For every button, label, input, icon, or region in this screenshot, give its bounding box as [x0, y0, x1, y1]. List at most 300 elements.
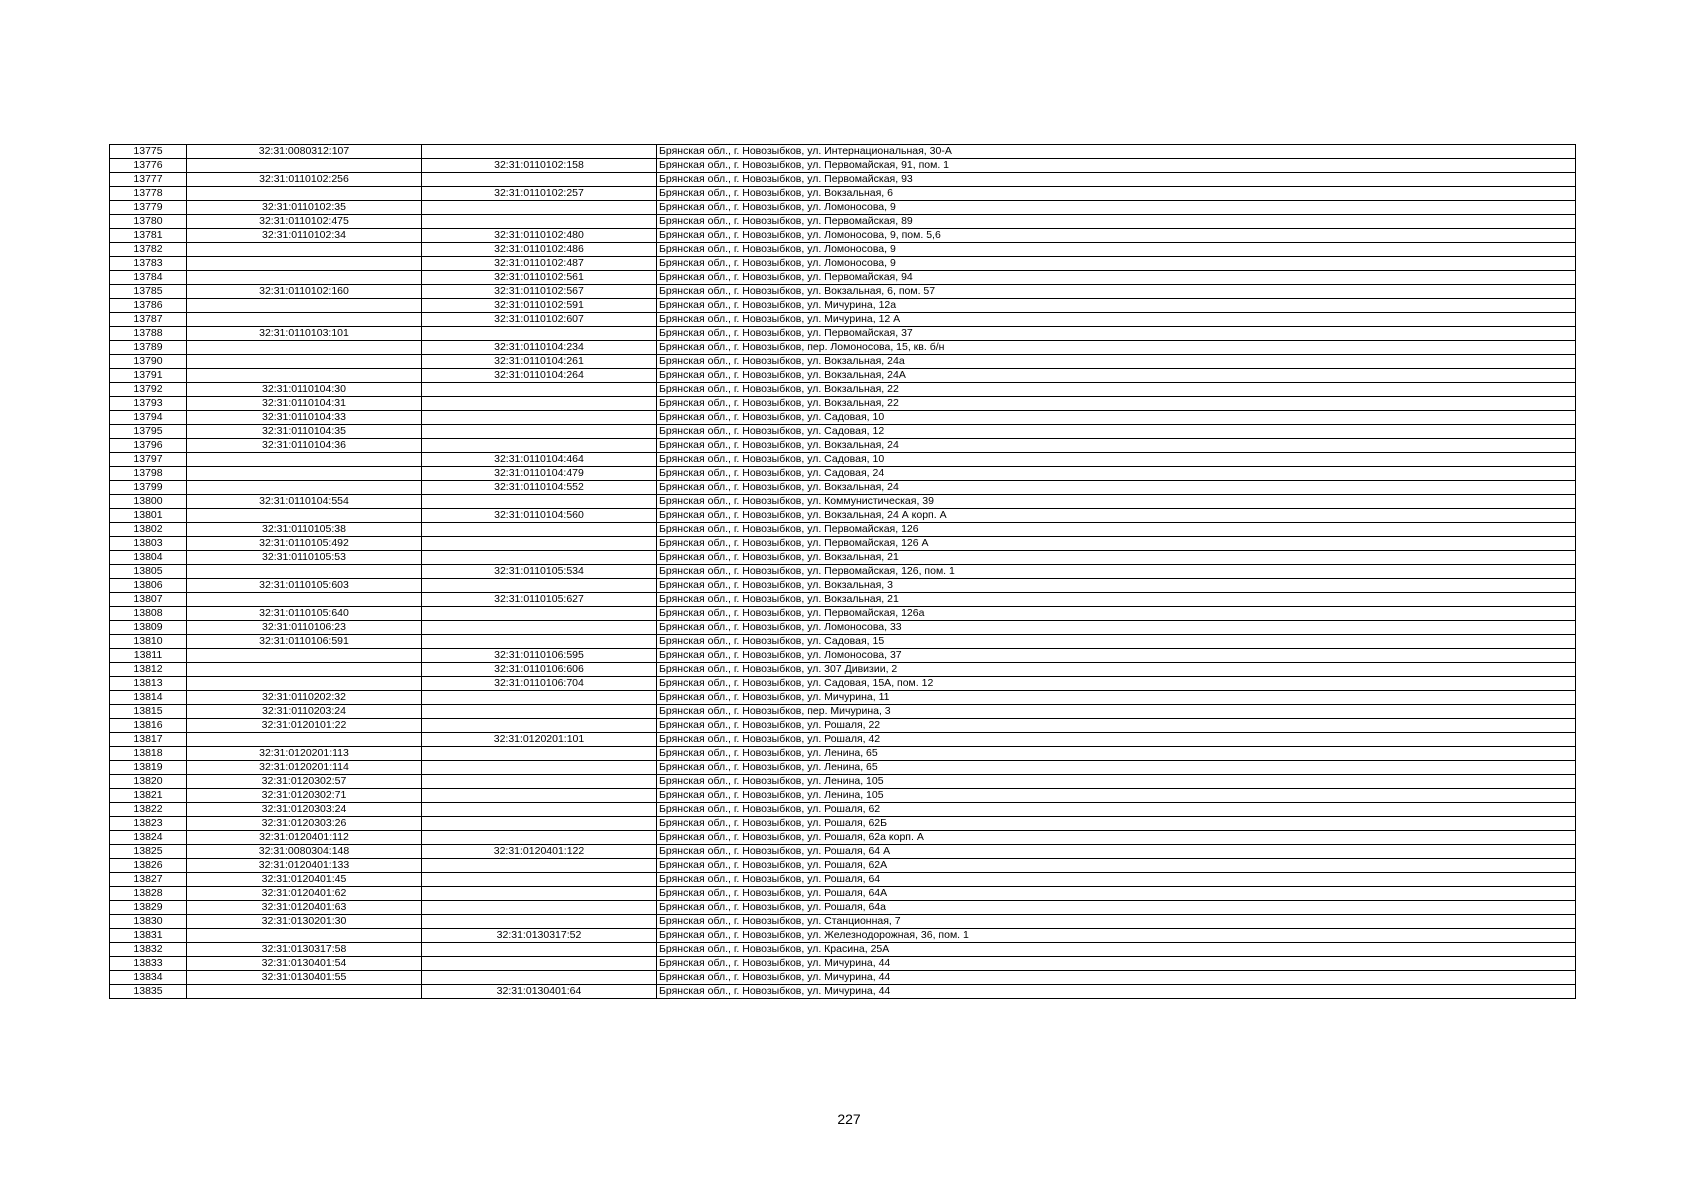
- table-row: [110, 243, 1576, 257]
- row-number-cell: 13795: [110, 425, 187, 439]
- address-cell: Брянская обл., г. Новозыбков, ул. Первомайская, 91, пом. 1: [657, 159, 1576, 173]
- table-row: [110, 971, 1576, 985]
- row-number-cell: 13828: [110, 887, 187, 901]
- address-cell: Брянская обл., г. Новозыбков, ул. Первомайская, 126: [657, 523, 1576, 537]
- row-number-cell: 13776: [110, 159, 187, 173]
- row-number-cell: 13775: [110, 145, 187, 159]
- cadastral-number-old-cell: 32:31:0110106:23: [187, 621, 422, 635]
- address-cell: Брянская обл., г. Новозыбков, ул. Мичурина, 11: [657, 691, 1576, 705]
- row-number-cell: 13783: [110, 257, 187, 271]
- address-cell: Брянская обл., г. Новозыбков, ул. Первомайская, 126а: [657, 607, 1576, 621]
- cadastral-number-new-cell: 32:31:0110106:595: [422, 649, 657, 663]
- row-number-cell: 13782: [110, 243, 187, 257]
- table-row: [110, 327, 1576, 341]
- cadastral-number-old-cell: 32:31:0110203:24: [187, 705, 422, 719]
- cadastral-number-old-cell: 32:31:0110102:160: [187, 285, 422, 299]
- table-row: [110, 271, 1576, 285]
- address-cell: Брянская обл., г. Новозыбков, ул. Железнодорожная, 36, пом. 1: [657, 929, 1576, 943]
- address-cell: Брянская обл., г. Новозыбков, ул. Вокзальная, 6: [657, 187, 1576, 201]
- address-cell: Брянская обл., г. Новозыбков, ул. Рошаля, 62: [657, 803, 1576, 817]
- cadastral-number-new-cell: [422, 551, 657, 565]
- cadastral-number-new-cell: 32:31:0110102:158: [422, 159, 657, 173]
- cadastral-number-old-cell: 32:31:0120302:71: [187, 789, 422, 803]
- row-number-cell: 13811: [110, 649, 187, 663]
- address-cell: Брянская обл., г. Новозыбков, ул. Вокзальная, 3: [657, 579, 1576, 593]
- table-row: [110, 509, 1576, 523]
- table-row: [110, 579, 1576, 593]
- row-number-cell: 13792: [110, 383, 187, 397]
- table-row: [110, 285, 1576, 299]
- cadastral-number-old-cell: [187, 369, 422, 383]
- row-number-cell: 13822: [110, 803, 187, 817]
- address-cell: Брянская обл., г. Новозыбков, ул. Ленина, 65: [657, 747, 1576, 761]
- cadastral-number-new-cell: [422, 719, 657, 733]
- cadastral-number-old-cell: [187, 733, 422, 747]
- cadastral-number-new-cell: [422, 915, 657, 929]
- row-number-cell: 13805: [110, 565, 187, 579]
- cadastral-number-old-cell: 32:31:0110105:38: [187, 523, 422, 537]
- cadastral-number-new-cell: [422, 775, 657, 789]
- address-cell: Брянская обл., г. Новозыбков, ул. Ленина, 105: [657, 789, 1576, 803]
- row-number-cell: 13813: [110, 677, 187, 691]
- row-number-cell: 13825: [110, 845, 187, 859]
- cadastral-number-new-cell: [422, 761, 657, 775]
- cadastral-number-new-cell: [422, 831, 657, 845]
- cadastral-number-new-cell: [422, 523, 657, 537]
- table-row: [110, 915, 1576, 929]
- table-row: [110, 845, 1576, 859]
- cadastral-number-old-cell: [187, 677, 422, 691]
- table-row: [110, 873, 1576, 887]
- cadastral-number-new-cell: [422, 705, 657, 719]
- cadastral-number-old-cell: 32:31:0120201:113: [187, 747, 422, 761]
- row-number-cell: 13833: [110, 957, 187, 971]
- address-cell: Брянская обл., г. Новозыбков, ул. Первомайская, 94: [657, 271, 1576, 285]
- cadastral-number-old-cell: [187, 271, 422, 285]
- table-row: [110, 887, 1576, 901]
- table-row: [110, 957, 1576, 971]
- address-cell: Брянская обл., г. Новозыбков, ул. Вокзальная, 21: [657, 593, 1576, 607]
- cadastral-number-old-cell: 32:31:0110105:603: [187, 579, 422, 593]
- cadastral-number-old-cell: 32:31:0110102:475: [187, 215, 422, 229]
- cadastral-number-new-cell: 32:31:0110106:606: [422, 663, 657, 677]
- address-cell: Брянская обл., г. Новозыбков, ул. Рошаля, 64: [657, 873, 1576, 887]
- cadastral-number-new-cell: [422, 439, 657, 453]
- cadastral-number-old-cell: 32:31:0120401:62: [187, 887, 422, 901]
- cadastral-number-new-cell: 32:31:0110106:704: [422, 677, 657, 691]
- address-cell: Брянская обл., г. Новозыбков, ул. Ломоносова, 37: [657, 649, 1576, 663]
- cadastral-number-new-cell: [422, 397, 657, 411]
- registry-table: [109, 144, 1576, 999]
- cadastral-number-new-cell: [422, 957, 657, 971]
- address-cell: Брянская обл., г. Новозыбков, ул. Вокзальная, 6, пом. 57: [657, 285, 1576, 299]
- cadastral-number-new-cell: [422, 383, 657, 397]
- address-cell: Брянская обл., г. Новозыбков, ул. Мичурина, 44: [657, 971, 1576, 985]
- address-cell: Брянская обл., г. Новозыбков, ул. Ленина, 105: [657, 775, 1576, 789]
- row-number-cell: 13816: [110, 719, 187, 733]
- cadastral-number-new-cell: 32:31:0110104:479: [422, 467, 657, 481]
- row-number-cell: 13834: [110, 971, 187, 985]
- row-number-cell: 13785: [110, 285, 187, 299]
- row-number-cell: 13778: [110, 187, 187, 201]
- row-number-cell: 13800: [110, 495, 187, 509]
- address-cell: Брянская обл., г. Новозыбков, ул. Вокзальная, 24а: [657, 355, 1576, 369]
- cadastral-number-new-cell: [422, 145, 657, 159]
- cadastral-number-old-cell: 32:31:0110105:53: [187, 551, 422, 565]
- address-cell: Брянская обл., г. Новозыбков, пер. Ломоносова, 15, кв. б/н: [657, 341, 1576, 355]
- cadastral-number-new-cell: 32:31:0110105:627: [422, 593, 657, 607]
- cadastral-number-new-cell: [422, 579, 657, 593]
- table-row: [110, 859, 1576, 873]
- table-row: [110, 467, 1576, 481]
- cadastral-number-new-cell: 32:31:0110104:261: [422, 355, 657, 369]
- table-row: [110, 299, 1576, 313]
- cadastral-number-new-cell: [422, 873, 657, 887]
- address-cell: Брянская обл., г. Новозыбков, ул. Первомайская, 126 А: [657, 537, 1576, 551]
- address-cell: Брянская обл., г. Новозыбков, ул. Ломоносова, 9, пом. 5,6: [657, 229, 1576, 243]
- table-row: [110, 929, 1576, 943]
- cadastral-number-old-cell: 32:31:0130401:54: [187, 957, 422, 971]
- table-row: [110, 901, 1576, 915]
- cadastral-number-old-cell: 32:31:0120201:114: [187, 761, 422, 775]
- cadastral-number-old-cell: 32:31:0130401:55: [187, 971, 422, 985]
- cadastral-number-old-cell: 32:31:0120401:133: [187, 859, 422, 873]
- row-number-cell: 13829: [110, 901, 187, 915]
- row-number-cell: 13777: [110, 173, 187, 187]
- address-cell: Брянская обл., г. Новозыбков, ул. Рошаля, 22: [657, 719, 1576, 733]
- row-number-cell: 13804: [110, 551, 187, 565]
- cadastral-number-new-cell: [422, 201, 657, 215]
- table-row: [110, 663, 1576, 677]
- cadastral-number-new-cell: [422, 215, 657, 229]
- cadastral-number-old-cell: 32:31:0110202:32: [187, 691, 422, 705]
- table-row: [110, 523, 1576, 537]
- table-row: [110, 341, 1576, 355]
- table-row: [110, 187, 1576, 201]
- cadastral-number-new-cell: [422, 425, 657, 439]
- row-number-cell: 13821: [110, 789, 187, 803]
- cadastral-number-new-cell: 32:31:0110102:480: [422, 229, 657, 243]
- row-number-cell: 13788: [110, 327, 187, 341]
- cadastral-number-old-cell: 32:31:0120302:57: [187, 775, 422, 789]
- address-cell: Брянская обл., г. Новозыбков, ул. Мичурина, 12а: [657, 299, 1576, 313]
- address-cell: Брянская обл., г. Новозыбков, ул. Рошаля, 64А: [657, 887, 1576, 901]
- address-cell: Брянская обл., г. Новозыбков, ул. Вокзальная, 22: [657, 397, 1576, 411]
- address-cell: Брянская обл., г. Новозыбков, ул. Вокзальная, 24 А корп. А: [657, 509, 1576, 523]
- cadastral-number-new-cell: [422, 943, 657, 957]
- table-row: [110, 201, 1576, 215]
- table-row: [110, 313, 1576, 327]
- address-cell: Брянская обл., г. Новозыбков, ул. Интернациональная, 30-А: [657, 145, 1576, 159]
- row-number-cell: 13787: [110, 313, 187, 327]
- cadastral-number-old-cell: [187, 929, 422, 943]
- row-number-cell: 13796: [110, 439, 187, 453]
- address-cell: Брянская обл., г. Новозыбков, ул. Вокзальная, 24: [657, 481, 1576, 495]
- cadastral-number-old-cell: 32:31:0120401:112: [187, 831, 422, 845]
- address-cell: Брянская обл., г. Новозыбков, ул. Садовая, 24: [657, 467, 1576, 481]
- cadastral-number-old-cell: 32:31:0120401:45: [187, 873, 422, 887]
- cadastral-number-old-cell: 32:31:0120401:63: [187, 901, 422, 915]
- cadastral-number-old-cell: [187, 313, 422, 327]
- address-cell: Брянская обл., г. Новозыбков, ул. Первомайская, 89: [657, 215, 1576, 229]
- address-cell: Брянская обл., г. Новозыбков, пер. Мичурина, 3: [657, 705, 1576, 719]
- cadastral-number-old-cell: [187, 187, 422, 201]
- cadastral-number-old-cell: [187, 243, 422, 257]
- cadastral-number-new-cell: 32:31:0120401:122: [422, 845, 657, 859]
- row-number-cell: 13835: [110, 985, 187, 999]
- row-number-cell: 13780: [110, 215, 187, 229]
- cadastral-number-old-cell: [187, 985, 422, 999]
- cadastral-number-new-cell: [422, 621, 657, 635]
- row-number-cell: 13809: [110, 621, 187, 635]
- row-number-cell: 13832: [110, 943, 187, 957]
- address-cell: Брянская обл., г. Новозыбков, ул. Мичурина, 44: [657, 985, 1576, 999]
- cadastral-number-new-cell: 32:31:0110102:567: [422, 285, 657, 299]
- cadastral-number-new-cell: 32:31:0110104:552: [422, 481, 657, 495]
- row-number-cell: 13823: [110, 817, 187, 831]
- cadastral-number-old-cell: 32:31:0110106:591: [187, 635, 422, 649]
- address-cell: Брянская обл., г. Новозыбков, ул. Садовая, 12: [657, 425, 1576, 439]
- cadastral-number-new-cell: 32:31:0130317:52: [422, 929, 657, 943]
- table-row: [110, 607, 1576, 621]
- cadastral-number-new-cell: [422, 327, 657, 341]
- cadastral-number-old-cell: 32:31:0110102:256: [187, 173, 422, 187]
- cadastral-number-old-cell: 32:31:0120101:22: [187, 719, 422, 733]
- cadastral-number-new-cell: 32:31:0120201:101: [422, 733, 657, 747]
- address-cell: Брянская обл., г. Новозыбков, ул. Садовая, 10: [657, 453, 1576, 467]
- address-cell: Брянская обл., г. Новозыбков, ул. Первомайская, 126, пом. 1: [657, 565, 1576, 579]
- row-number-cell: 13818: [110, 747, 187, 761]
- row-number-cell: 13812: [110, 663, 187, 677]
- address-cell: Брянская обл., г. Новозыбков, ул. Садовая, 15: [657, 635, 1576, 649]
- table-row: [110, 803, 1576, 817]
- cadastral-number-new-cell: [422, 803, 657, 817]
- cadastral-number-new-cell: [422, 411, 657, 425]
- table-row: [110, 453, 1576, 467]
- cadastral-number-new-cell: [422, 971, 657, 985]
- row-number-cell: 13814: [110, 691, 187, 705]
- cadastral-number-new-cell: 32:31:0110104:234: [422, 341, 657, 355]
- table-row: [110, 621, 1576, 635]
- cadastral-number-new-cell: [422, 817, 657, 831]
- cadastral-number-new-cell: [422, 173, 657, 187]
- row-number-cell: 13831: [110, 929, 187, 943]
- table-row: [110, 425, 1576, 439]
- cadastral-number-old-cell: 32:31:0080312:107: [187, 145, 422, 159]
- row-number-cell: 13791: [110, 369, 187, 383]
- cadastral-number-new-cell: [422, 859, 657, 873]
- cadastral-number-old-cell: 32:31:0080304:148: [187, 845, 422, 859]
- address-cell: Брянская обл., г. Новозыбков, ул. Ломоносова, 9: [657, 257, 1576, 271]
- table-row: [110, 355, 1576, 369]
- address-cell: Брянская обл., г. Новозыбков, ул. Вокзальная, 24: [657, 439, 1576, 453]
- cadastral-number-old-cell: [187, 649, 422, 663]
- row-number-cell: 13793: [110, 397, 187, 411]
- address-cell: Брянская обл., г. Новозыбков, ул. Ломоносова, 33: [657, 621, 1576, 635]
- row-number-cell: 13810: [110, 635, 187, 649]
- address-cell: Брянская обл., г. Новозыбков, ул. Рошаля, 62А: [657, 859, 1576, 873]
- address-cell: Брянская обл., г. Новозыбков, ул. Красина, 25А: [657, 943, 1576, 957]
- address-cell: Брянская обл., г. Новозыбков, ул. Рошаля, 62а корп. А: [657, 831, 1576, 845]
- address-cell: Брянская обл., г. Новозыбков, ул. Первомайская, 93: [657, 173, 1576, 187]
- cadastral-number-old-cell: 32:31:0110105:492: [187, 537, 422, 551]
- cadastral-number-new-cell: 32:31:0110102:486: [422, 243, 657, 257]
- cadastral-number-new-cell: [422, 887, 657, 901]
- cadastral-number-new-cell: 32:31:0110104:464: [422, 453, 657, 467]
- cadastral-number-new-cell: [422, 789, 657, 803]
- table-row: [110, 635, 1576, 649]
- table-row: [110, 761, 1576, 775]
- cadastral-number-old-cell: 32:31:0110104:31: [187, 397, 422, 411]
- table-row: [110, 705, 1576, 719]
- table-row: [110, 397, 1576, 411]
- row-number-cell: 13789: [110, 341, 187, 355]
- row-number-cell: 13784: [110, 271, 187, 285]
- cadastral-number-new-cell: 32:31:0110102:561: [422, 271, 657, 285]
- cadastral-number-old-cell: [187, 509, 422, 523]
- cadastral-number-old-cell: [187, 299, 422, 313]
- table-row: [110, 677, 1576, 691]
- address-cell: Брянская обл., г. Новозыбков, ул. Коммунистическая, 39: [657, 495, 1576, 509]
- row-number-cell: 13826: [110, 859, 187, 873]
- cadastral-number-new-cell: [422, 537, 657, 551]
- cadastral-number-new-cell: 32:31:0110104:264: [422, 369, 657, 383]
- table-row: [110, 159, 1576, 173]
- cadastral-number-old-cell: [187, 257, 422, 271]
- cadastral-number-old-cell: 32:31:0110104:36: [187, 439, 422, 453]
- row-number-cell: 13817: [110, 733, 187, 747]
- cadastral-number-old-cell: 32:31:0120303:24: [187, 803, 422, 817]
- cadastral-number-old-cell: 32:31:0110104:35: [187, 425, 422, 439]
- address-cell: Брянская обл., г. Новозыбков, ул. Садовая, 15А, пом. 12: [657, 677, 1576, 691]
- cadastral-number-new-cell: [422, 691, 657, 705]
- cadastral-number-new-cell: 32:31:0110102:257: [422, 187, 657, 201]
- address-cell: Брянская обл., г. Новозыбков, ул. 307 Дивизии, 2: [657, 663, 1576, 677]
- row-number-cell: 13801: [110, 509, 187, 523]
- table-row: [110, 817, 1576, 831]
- row-number-cell: 13786: [110, 299, 187, 313]
- table-row: [110, 775, 1576, 789]
- row-number-cell: 13820: [110, 775, 187, 789]
- cadastral-number-new-cell: [422, 747, 657, 761]
- address-cell: Брянская обл., г. Новозыбков, ул. Ломоносова, 9: [657, 243, 1576, 257]
- cadastral-number-old-cell: [187, 341, 422, 355]
- cadastral-number-old-cell: [187, 593, 422, 607]
- cadastral-number-new-cell: [422, 495, 657, 509]
- address-cell: Брянская обл., г. Новозыбков, ул. Ломоносова, 9: [657, 201, 1576, 215]
- address-cell: Брянская обл., г. Новозыбков, ул. Первомайская, 37: [657, 327, 1576, 341]
- cadastral-number-old-cell: [187, 467, 422, 481]
- address-cell: Брянская обл., г. Новозыбков, ул. Ленина, 65: [657, 761, 1576, 775]
- cadastral-number-old-cell: [187, 159, 422, 173]
- table-row: [110, 481, 1576, 495]
- table-row: [110, 369, 1576, 383]
- cadastral-number-new-cell: 32:31:0110105:534: [422, 565, 657, 579]
- cadastral-number-old-cell: 32:31:0130317:58: [187, 943, 422, 957]
- row-number-cell: 13807: [110, 593, 187, 607]
- address-cell: Брянская обл., г. Новозыбков, ул. Рошаля, 42: [657, 733, 1576, 747]
- table-row: [110, 537, 1576, 551]
- table-row: [110, 229, 1576, 243]
- address-cell: Брянская обл., г. Новозыбков, ул. Вокзальная, 22: [657, 383, 1576, 397]
- row-number-cell: 13803: [110, 537, 187, 551]
- row-number-cell: 13819: [110, 761, 187, 775]
- cadastral-number-old-cell: 32:31:0110102:35: [187, 201, 422, 215]
- row-number-cell: 13794: [110, 411, 187, 425]
- cadastral-number-old-cell: 32:31:0120303:26: [187, 817, 422, 831]
- row-number-cell: 13779: [110, 201, 187, 215]
- table-row: [110, 943, 1576, 957]
- cadastral-number-old-cell: 32:31:0110103:101: [187, 327, 422, 341]
- row-number-cell: 13790: [110, 355, 187, 369]
- registry-table-body: [110, 145, 1576, 999]
- cadastral-number-old-cell: 32:31:0110104:33: [187, 411, 422, 425]
- row-number-cell: 13781: [110, 229, 187, 243]
- row-number-cell: 13824: [110, 831, 187, 845]
- table-row: [110, 145, 1576, 159]
- table-row: [110, 383, 1576, 397]
- row-number-cell: 13798: [110, 467, 187, 481]
- table-row: [110, 495, 1576, 509]
- page-number: 227: [837, 1111, 861, 1127]
- table-row: [110, 257, 1576, 271]
- cadastral-number-new-cell: 32:31:0110102:487: [422, 257, 657, 271]
- table-row: [110, 789, 1576, 803]
- cadastral-number-old-cell: [187, 663, 422, 677]
- table-row: [110, 831, 1576, 845]
- cadastral-number-old-cell: 32:31:0110105:640: [187, 607, 422, 621]
- row-number-cell: 13802: [110, 523, 187, 537]
- cadastral-number-old-cell: [187, 453, 422, 467]
- table-row: [110, 593, 1576, 607]
- row-number-cell: 13797: [110, 453, 187, 467]
- address-cell: Брянская обл., г. Новозыбков, ул. Рошаля, 64а: [657, 901, 1576, 915]
- address-cell: Брянская обл., г. Новозыбков, ул. Мичурина, 12 А: [657, 313, 1576, 327]
- cadastral-number-old-cell: 32:31:0110104:554: [187, 495, 422, 509]
- table-row: [110, 649, 1576, 663]
- address-cell: Брянская обл., г. Новозыбков, ул. Станционная, 7: [657, 915, 1576, 929]
- address-cell: Брянская обл., г. Новозыбков, ул. Садовая, 10: [657, 411, 1576, 425]
- table-row: [110, 565, 1576, 579]
- table-row: [110, 719, 1576, 733]
- table-row: [110, 747, 1576, 761]
- cadastral-number-old-cell: 32:31:0110104:30: [187, 383, 422, 397]
- table-row: [110, 551, 1576, 565]
- table-row: [110, 691, 1576, 705]
- cadastral-number-new-cell: [422, 635, 657, 649]
- address-cell: Брянская обл., г. Новозыбков, ул. Мичурина, 44: [657, 957, 1576, 971]
- row-number-cell: 13806: [110, 579, 187, 593]
- table-row: [110, 173, 1576, 187]
- table-row: [110, 215, 1576, 229]
- address-cell: Брянская обл., г. Новозыбков, ул. Рошаля, 64 А: [657, 845, 1576, 859]
- table-row: [110, 439, 1576, 453]
- cadastral-number-new-cell: [422, 607, 657, 621]
- row-number-cell: 13815: [110, 705, 187, 719]
- table-row: [110, 411, 1576, 425]
- cadastral-number-old-cell: [187, 565, 422, 579]
- cadastral-number-new-cell: 32:31:0130401:64: [422, 985, 657, 999]
- cadastral-number-new-cell: [422, 901, 657, 915]
- cadastral-number-old-cell: 32:31:0130201:30: [187, 915, 422, 929]
- row-number-cell: 13830: [110, 915, 187, 929]
- table-row: [110, 985, 1576, 999]
- cadastral-number-new-cell: 32:31:0110104:560: [422, 509, 657, 523]
- table-row: [110, 733, 1576, 747]
- address-cell: Брянская обл., г. Новозыбков, ул. Вокзальная, 24А: [657, 369, 1576, 383]
- row-number-cell: 13799: [110, 481, 187, 495]
- row-number-cell: 13827: [110, 873, 187, 887]
